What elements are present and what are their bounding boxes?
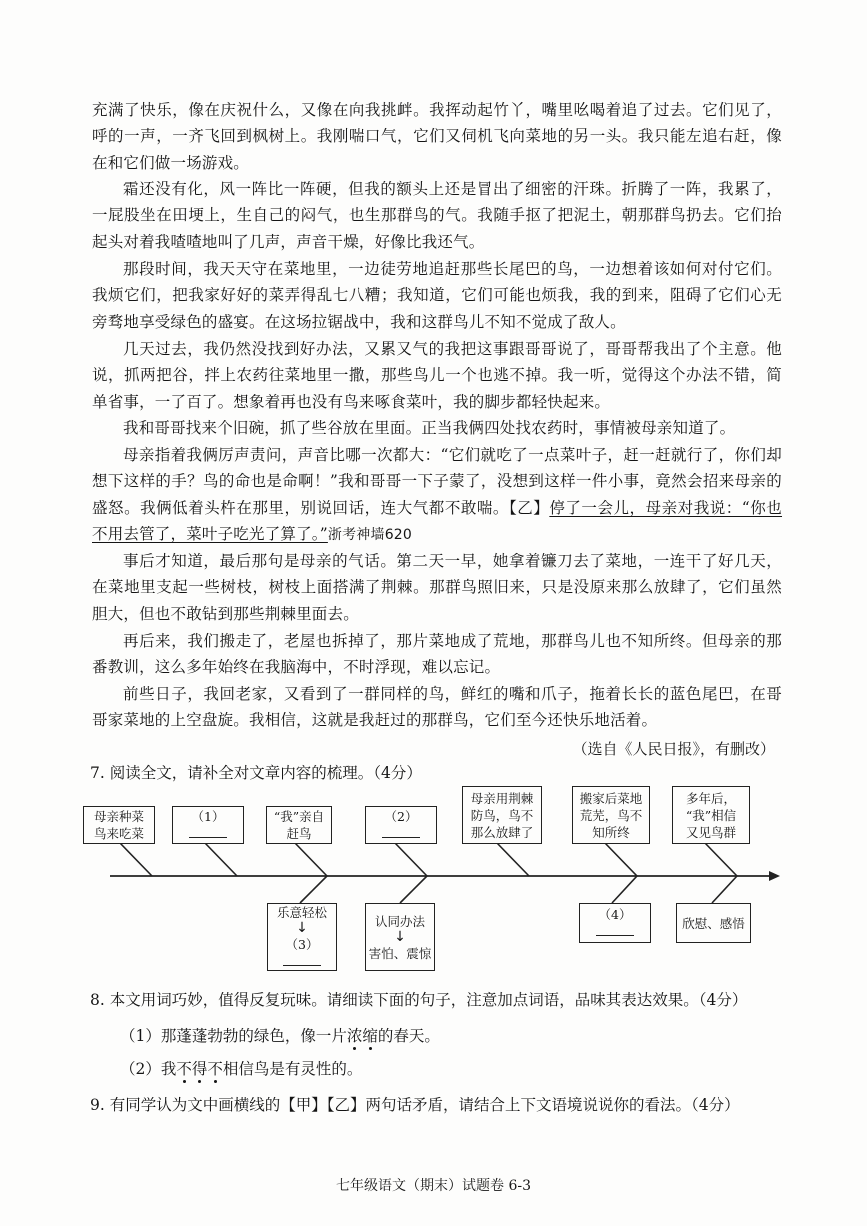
source-citation: （选自《人民日报》，有删改） [572, 740, 775, 758]
box-text: 母亲用荆棘 [470, 790, 534, 806]
branch-top-6 [605, 843, 637, 876]
dotted-char: 浓 [346, 1027, 363, 1045]
box-text: 那么放肆了 [470, 824, 534, 840]
blank-4: （4） [580, 906, 650, 940]
box-text: 欣慰、感悟 [682, 915, 745, 931]
down-arrow-icon: ↓ [296, 920, 308, 936]
box-blank-1 [172, 806, 244, 844]
box-text: “我”亲自 [273, 809, 325, 824]
dotted-char: 得 [191, 1060, 208, 1078]
branch-top-1 [120, 843, 152, 876]
box-text: 赶鸟 [286, 826, 312, 841]
branch-bottom-2 [400, 876, 427, 903]
branch-top-3 [295, 843, 327, 876]
down-arrow-icon: ↓ [394, 928, 406, 945]
question-9: 9. 有同学认为文中画横线的【甲】【乙】两句话矛盾，请结合上下文语境说说你的看法。（4分） [90, 1096, 740, 1114]
box-text: 荒芜，鸟不 [579, 807, 643, 823]
box-happy [267, 903, 337, 971]
box-text: “我”相信 [685, 807, 737, 823]
paragraph-2: 霜还没有化，风一阵比一阵硬，但我的额头上还是冒出了细密的汗珠。折腾了一阵，我累了，一屁股坐在田埂上，生自己的闷气，也生那群鸟的气。我随手抠了把泥土，朝那群鸟扔去。它们抬起头对着我喳喳地叫了几声，声音干燥，好像比我还气。 [92, 180, 782, 251]
sentence-2: （2）我不得不相信鸟是有灵性的。 [120, 1060, 363, 1078]
box-text: 鸟来吃菜 [93, 826, 144, 841]
dotted-char: 缩 [362, 1027, 378, 1045]
box-text: 乐意轻松 [276, 905, 327, 920]
paragraph-6-text: 母亲指着我俩厉声责问，声音比哪一次都大：“它们就吃了一点菜叶子，赶一赶就行了，你们却想下这样的手？鸟的命也是命啊！”我和哥哥一下子蒙了，没想到这样一件小事，竟然会招来母亲的盛怒。我俩低着头杵在那里，别说回话，连大气都不敢喘。 [92, 446, 782, 517]
paragraph-5: 我和哥哥找来个旧碗，抓了些谷放在里面。正当我俩四处找农药时，事情被母亲知道了。 [123, 419, 736, 437]
blank-3: （3） [268, 936, 336, 970]
paragraph-9: 前些日子，我回老家，又看到了一群同样的鸟，鲜红的嘴和爪子，拖着长长的蓝色尾巴，在哥哥家菜地的上空盘旋。我相信，这就是我赶过的那群鸟，它们至今还快乐地活着。 [92, 685, 782, 730]
branch-bottom-3 [612, 876, 637, 903]
box-blank-4 [579, 903, 651, 943]
page-footer: 七年级语文（期末）试题卷 6-3 [336, 1178, 531, 1194]
branch-top-2 [205, 843, 237, 876]
question-8: 8. 本文用词巧妙，值得反复玩味。请细读下面的句子，注意加点词语，品味其表达效果。（4分） [90, 991, 748, 1009]
dotted-char: 不 [176, 1060, 192, 1078]
box-text: 母亲种菜 [93, 809, 144, 824]
paragraph-6 [92, 442, 782, 548]
box-years-later [672, 786, 750, 844]
box-text: 又见鸟群 [685, 824, 736, 840]
box-text: 害怕、震惊 [368, 945, 432, 961]
box-blank-2 [365, 806, 437, 844]
box-text: 多年后， [685, 790, 736, 806]
box-move-away [572, 786, 650, 844]
branch-bottom-4 [712, 876, 737, 903]
paragraph-1: 充满了快乐，像在庆祝什么，又像在向我挑衅。我挥动起竹丫，嘴里吆喝着追了过去。它们见了，呼的一声，一齐飞回到枫树上。我刚喘口气，它们又伺机飞向菜地的另一头。我只能左追右赶，像在和它们做一场游戏。 [92, 101, 782, 172]
box-mother-plants [83, 806, 155, 844]
branch-top-5 [497, 843, 529, 876]
box-text: 搬家后菜地 [579, 790, 643, 806]
box-text: 知所终 [592, 824, 630, 840]
box-mother-thorns [462, 786, 542, 844]
paragraph-7: 事后才知道，最后那句是母亲的气话。第二天一早，她拿着镰刀去了菜地，一连干了好几天，在菜地里支起一些树枝，树枝上面搭满了荆棘。那群鸟照旧来，只是没原来那么放肆了，它们虽然胆大，但也不敢钻到那些荆棘里面去。 [92, 552, 782, 623]
blank-1: （1） [173, 808, 243, 842]
paragraph-3: 那段时间，我天天守在菜地里，一边徒劳地追赶那些长尾巴的鸟，一边想着该如何对付它们。我烦它们，把我家好好的菜弄得乱七八糟；我知道，它们可能也烦我，我的到来，阻碍了它们心无旁骛地享受绿色的盛宴。在这场拉锯战中，我和这群鸟儿不知不觉成了敌人。 [92, 260, 782, 331]
branch-bottom-1 [300, 876, 327, 903]
question-7: 7. 阅读全文，请补全对文章内容的梳理。（4分） [90, 764, 422, 782]
spine-arrowhead [769, 871, 780, 881]
watermark-tag: 浙考神墙620 [327, 526, 413, 543]
underlined-sentence-yi: 停了一会儿，母亲对我说：“你也不用去管了，菜叶子吃光了算了。” [92, 498, 783, 543]
paragraph-8: 再后来，我们搬走了，老屋也拆掉了，那片菜地成了荒地，那群鸟儿也不知所终。但母亲的那番教训，这么多年始终在我脑海中，不时浮现，难以忘记。 [92, 632, 782, 677]
marker-yi: 【乙】 [508, 498, 550, 517]
blank-2: （2） [366, 808, 436, 842]
box-text: 认同办法 [374, 913, 425, 929]
box-i-chase [266, 806, 332, 844]
paragraph-4: 几天过去，我仍然没找到好办法，又累又气的我把这事跟哥哥说了，哥哥帮我出了个主意。他说，抓两把谷，拌上农药往菜地里一撒，那些鸟儿一个也逃不掉。我一听，觉得这个办法不错，简单省事，一了百了。想象着再也没有鸟来啄食菜叶，我的脚步都轻快起来。 [92, 340, 782, 411]
branch-top-7 [705, 843, 737, 876]
box-relief [676, 903, 751, 943]
dotted-char: 不 [207, 1060, 223, 1078]
sentence-1: （1）那蓬蓬勃勃的绿色，像一片浓缩的春天。 [120, 1027, 440, 1045]
branch-top-4 [395, 843, 427, 876]
box-text: 防鸟，鸟不 [470, 807, 534, 823]
box-approve [365, 903, 435, 971]
